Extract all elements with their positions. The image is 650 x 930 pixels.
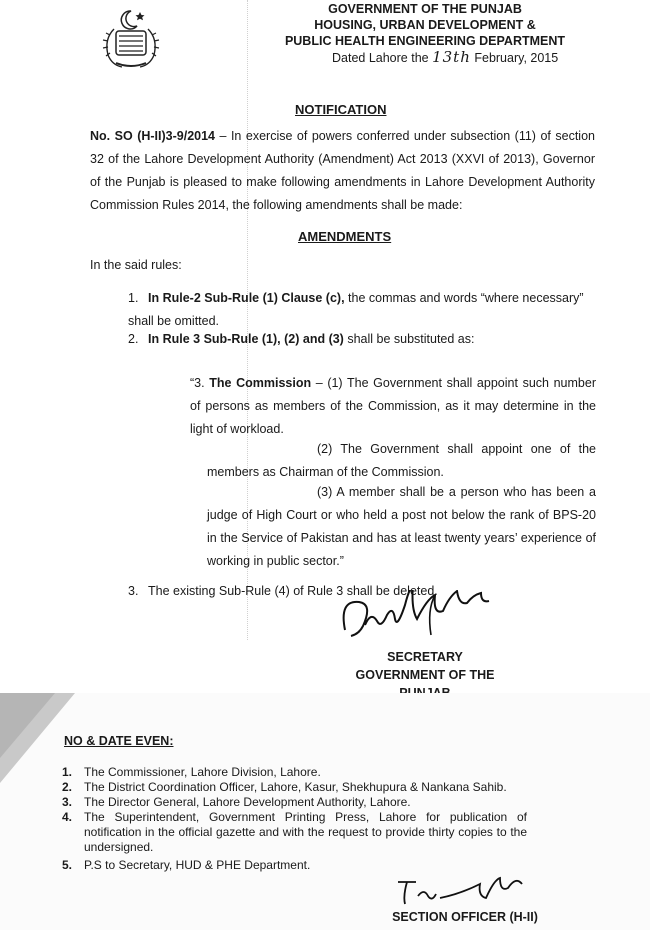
section-officer-signature-icon <box>392 872 542 910</box>
amendments-title: AMENDMENTS <box>298 229 392 244</box>
dated-prefix: Dated Lahore the <box>332 51 429 65</box>
signatory-gov: GOVERNMENT OF THE <box>355 668 495 682</box>
list-item-number: 1. <box>62 765 73 779</box>
quote-sub-3: (3) A member shall be a person who has been a judge of High Court or who held a post not below the rank of BPS-20 in the Service of Pakistan and has at least twenty years’ experience of working in public sector.” <box>207 485 596 568</box>
item-number: 3. <box>128 584 139 598</box>
signatory-title: SECRETARY <box>387 650 463 664</box>
list-item <box>62 780 527 795</box>
list-item-number: 4. <box>62 810 73 824</box>
item-bold: In Rule 3 Sub-Rule (1), (2) and (3) <box>148 332 344 346</box>
list-item-number: 2. <box>62 780 73 794</box>
item-number: 1. <box>128 291 139 305</box>
section-officer-title: SECTION OFFICER (H-II) <box>392 910 538 924</box>
item-number: 2. <box>128 332 139 346</box>
list-item <box>62 765 527 780</box>
dated-day: 13th <box>432 48 471 66</box>
notification-intro <box>90 125 595 217</box>
item-text: The existing Sub-Rule (4) of Rule 3 shall be deleted. <box>148 584 438 598</box>
list-item-text: The Director General, Lahore Development Authority, Lahore. <box>84 795 411 809</box>
notification-intro-text: – In exercise of powers conferred under subsection (11) of section 32 of the Lahore Development Authority (Amendment) Act 2013 (XXVI of 2013), Governor of the Punjab is pleased to make following amendments in Lahore Development Authority Commission Rules 2014, the following amendments shall be made: <box>90 129 595 212</box>
copy-ref: NO & DATE EVEN: <box>64 734 174 748</box>
notification-title: NOTIFICATION <box>295 102 387 117</box>
header-dept-1: HOUSING, URBAN DEVELOPMENT & <box>314 18 536 32</box>
copy-list <box>62 765 527 873</box>
list-item-text: P.S to Secretary, HUD & PHE Department. <box>84 858 311 872</box>
list-item <box>62 858 527 873</box>
item-bold: In Rule-2 Sub-Rule (1) Clause (c), <box>148 291 345 305</box>
list-item-number: 5. <box>62 858 73 872</box>
amendment-item-2 <box>128 328 596 351</box>
list-item-text: The Commissioner, Lahore Division, Lahore. <box>84 765 321 779</box>
dated-suffix: February, 2015 <box>474 51 559 65</box>
quote-sub-1 <box>190 372 596 441</box>
list-item <box>62 810 527 855</box>
list-item-number: 3. <box>62 795 73 809</box>
list-item-text: The Superintendent, Government Printing Press, Lahore for publication of notification in the official gazette and with the request to provide thirty copies to the undersigned. <box>84 810 527 854</box>
amendments-lead: In the said rules: <box>90 258 182 272</box>
dated-line <box>332 48 558 66</box>
list-item <box>62 795 527 810</box>
list-item-text: The District Coordination Officer, Lahore, Kasur, Shekhupura & Nankana Sahib. <box>84 780 507 794</box>
notification-ref: No. SO (H-II)3-9/2014 <box>90 129 215 143</box>
punjab-emblem-icon <box>96 5 166 71</box>
amendment-item-1 <box>128 287 596 333</box>
item-text: shall be substituted as: <box>343 332 475 346</box>
quote-heading: The Commission <box>209 376 312 390</box>
item-text: the commas and words “where necessary” shall be omitted. <box>128 291 584 328</box>
header-dept-2: PUBLIC HEALTH ENGINEERING DEPARTMENT <box>284 34 566 48</box>
quote-sub-2: (2) The Government shall appoint one of the members as Chairman of the Commission. <box>207 442 596 479</box>
quote-open: “3. <box>190 376 205 390</box>
header-gov: GOVERNMENT OF THE PUNJAB <box>328 2 522 16</box>
quote-sub1-text: – (1) The Government shall appoint such number of persons as members of the Commission, as it may determine in the light of workload. <box>190 376 596 436</box>
secretary-signature-icon <box>335 590 550 648</box>
